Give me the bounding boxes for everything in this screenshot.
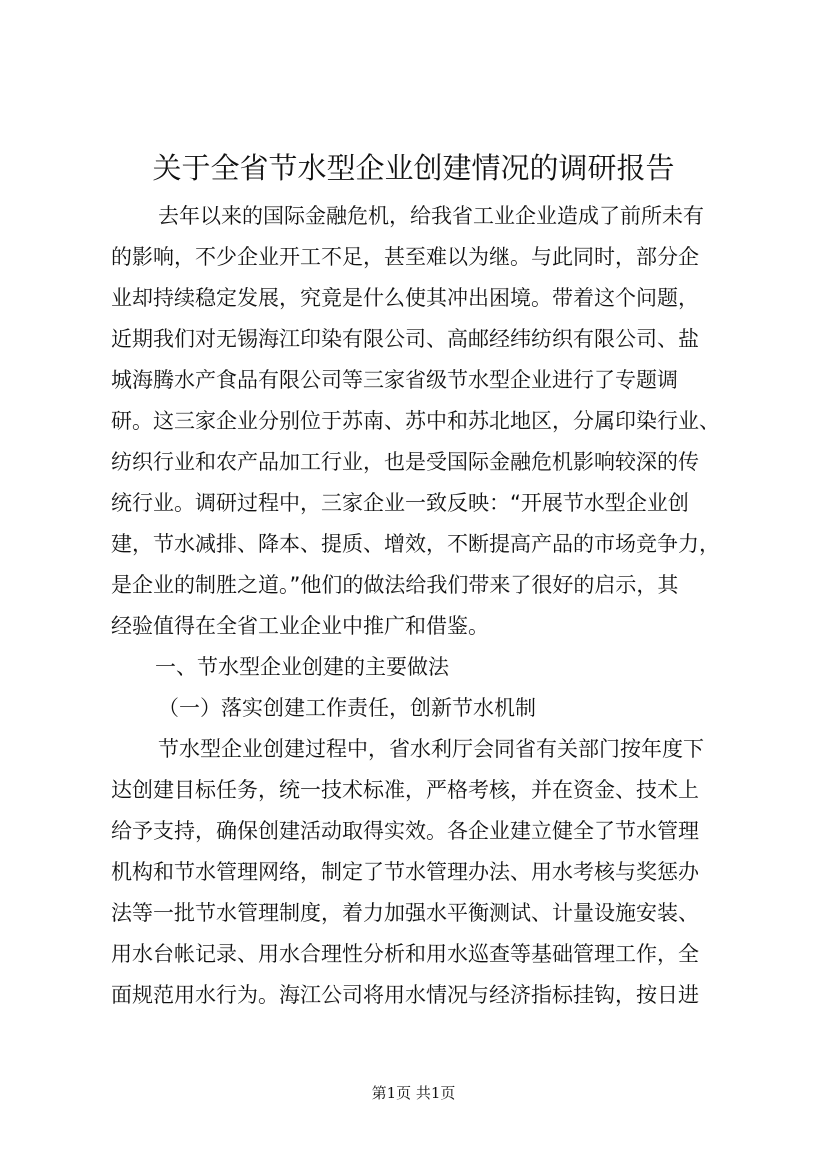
paragraph-line: 去年以来的国际金融危机，给我省工业企业造成了前所未有	[158, 204, 704, 228]
paragraph-line: 研。这三家企业分别位于苏南、苏中和苏北地区，分属印染行业、	[111, 409, 720, 433]
paragraph-line: 机构和节水管理网络，制定了节水管理办法、用水考核与奖惩办	[111, 860, 699, 884]
paragraph-line: 给予支持，确保创建活动取得实效。各企业建立健全了节水管理	[111, 819, 699, 843]
paragraph-line: 达创建目标任务，统一技术标准，严格考核，并在资金、技术上	[111, 778, 699, 802]
paragraph-line: 经验值得在全省工业企业中推广和借鉴。	[111, 614, 489, 638]
paragraph-line: 法等一批节水管理制度，着力加强水平衡测试、计量设施安装、	[111, 901, 699, 925]
paragraph-line: 用水台帐记录、用水合理性分析和用水巡查等基础管理工作，全	[111, 942, 699, 966]
paragraph-line: 的影响，不少企业开工不足，甚至难以为继。与此同时，部分企	[111, 245, 699, 269]
paragraph-line: 建，节水减排、降本、提质、增效，不断提高产品的市场竞争力，	[111, 532, 720, 556]
subsection-heading: （一）落实创建工作责任，创新节水机制	[158, 696, 536, 720]
paragraph-line: 节水型企业创建过程中，省水利厅会同省有关部门按年度下	[158, 737, 704, 761]
paragraph-line: 近期我们对无锡海江印染有限公司、高邮经纬纺织有限公司、盐	[111, 327, 699, 351]
section-heading: 一、节水型企业创建的主要做法	[155, 655, 449, 679]
page-footer: 第1页 共1页	[371, 1084, 456, 1102]
document-title: 关于全省节水型企业创建情况的调研报告	[152, 151, 675, 185]
paragraph-line: 城海腾水产食品有限公司等三家省级节水型企业进行了专题调	[111, 368, 678, 392]
paragraph-line: 面规范用水行为。海江公司将用水情况与经济指标挂钩，按日进	[111, 983, 699, 1007]
paragraph-line: 业却持续稳定发展，究竟是什么使其冲出困境。带着这个问题，	[111, 286, 699, 310]
paragraph-line: 统行业。调研过程中，三家企业一致反映：“开展节水型企业创	[111, 491, 689, 515]
paragraph-line: 是企业的制胜之道。”他们的做法给我们带来了很好的启示，其	[111, 573, 679, 597]
paragraph-line: 纺织行业和农产品加工行业，也是受国际金融危机影响较深的传	[111, 450, 699, 474]
